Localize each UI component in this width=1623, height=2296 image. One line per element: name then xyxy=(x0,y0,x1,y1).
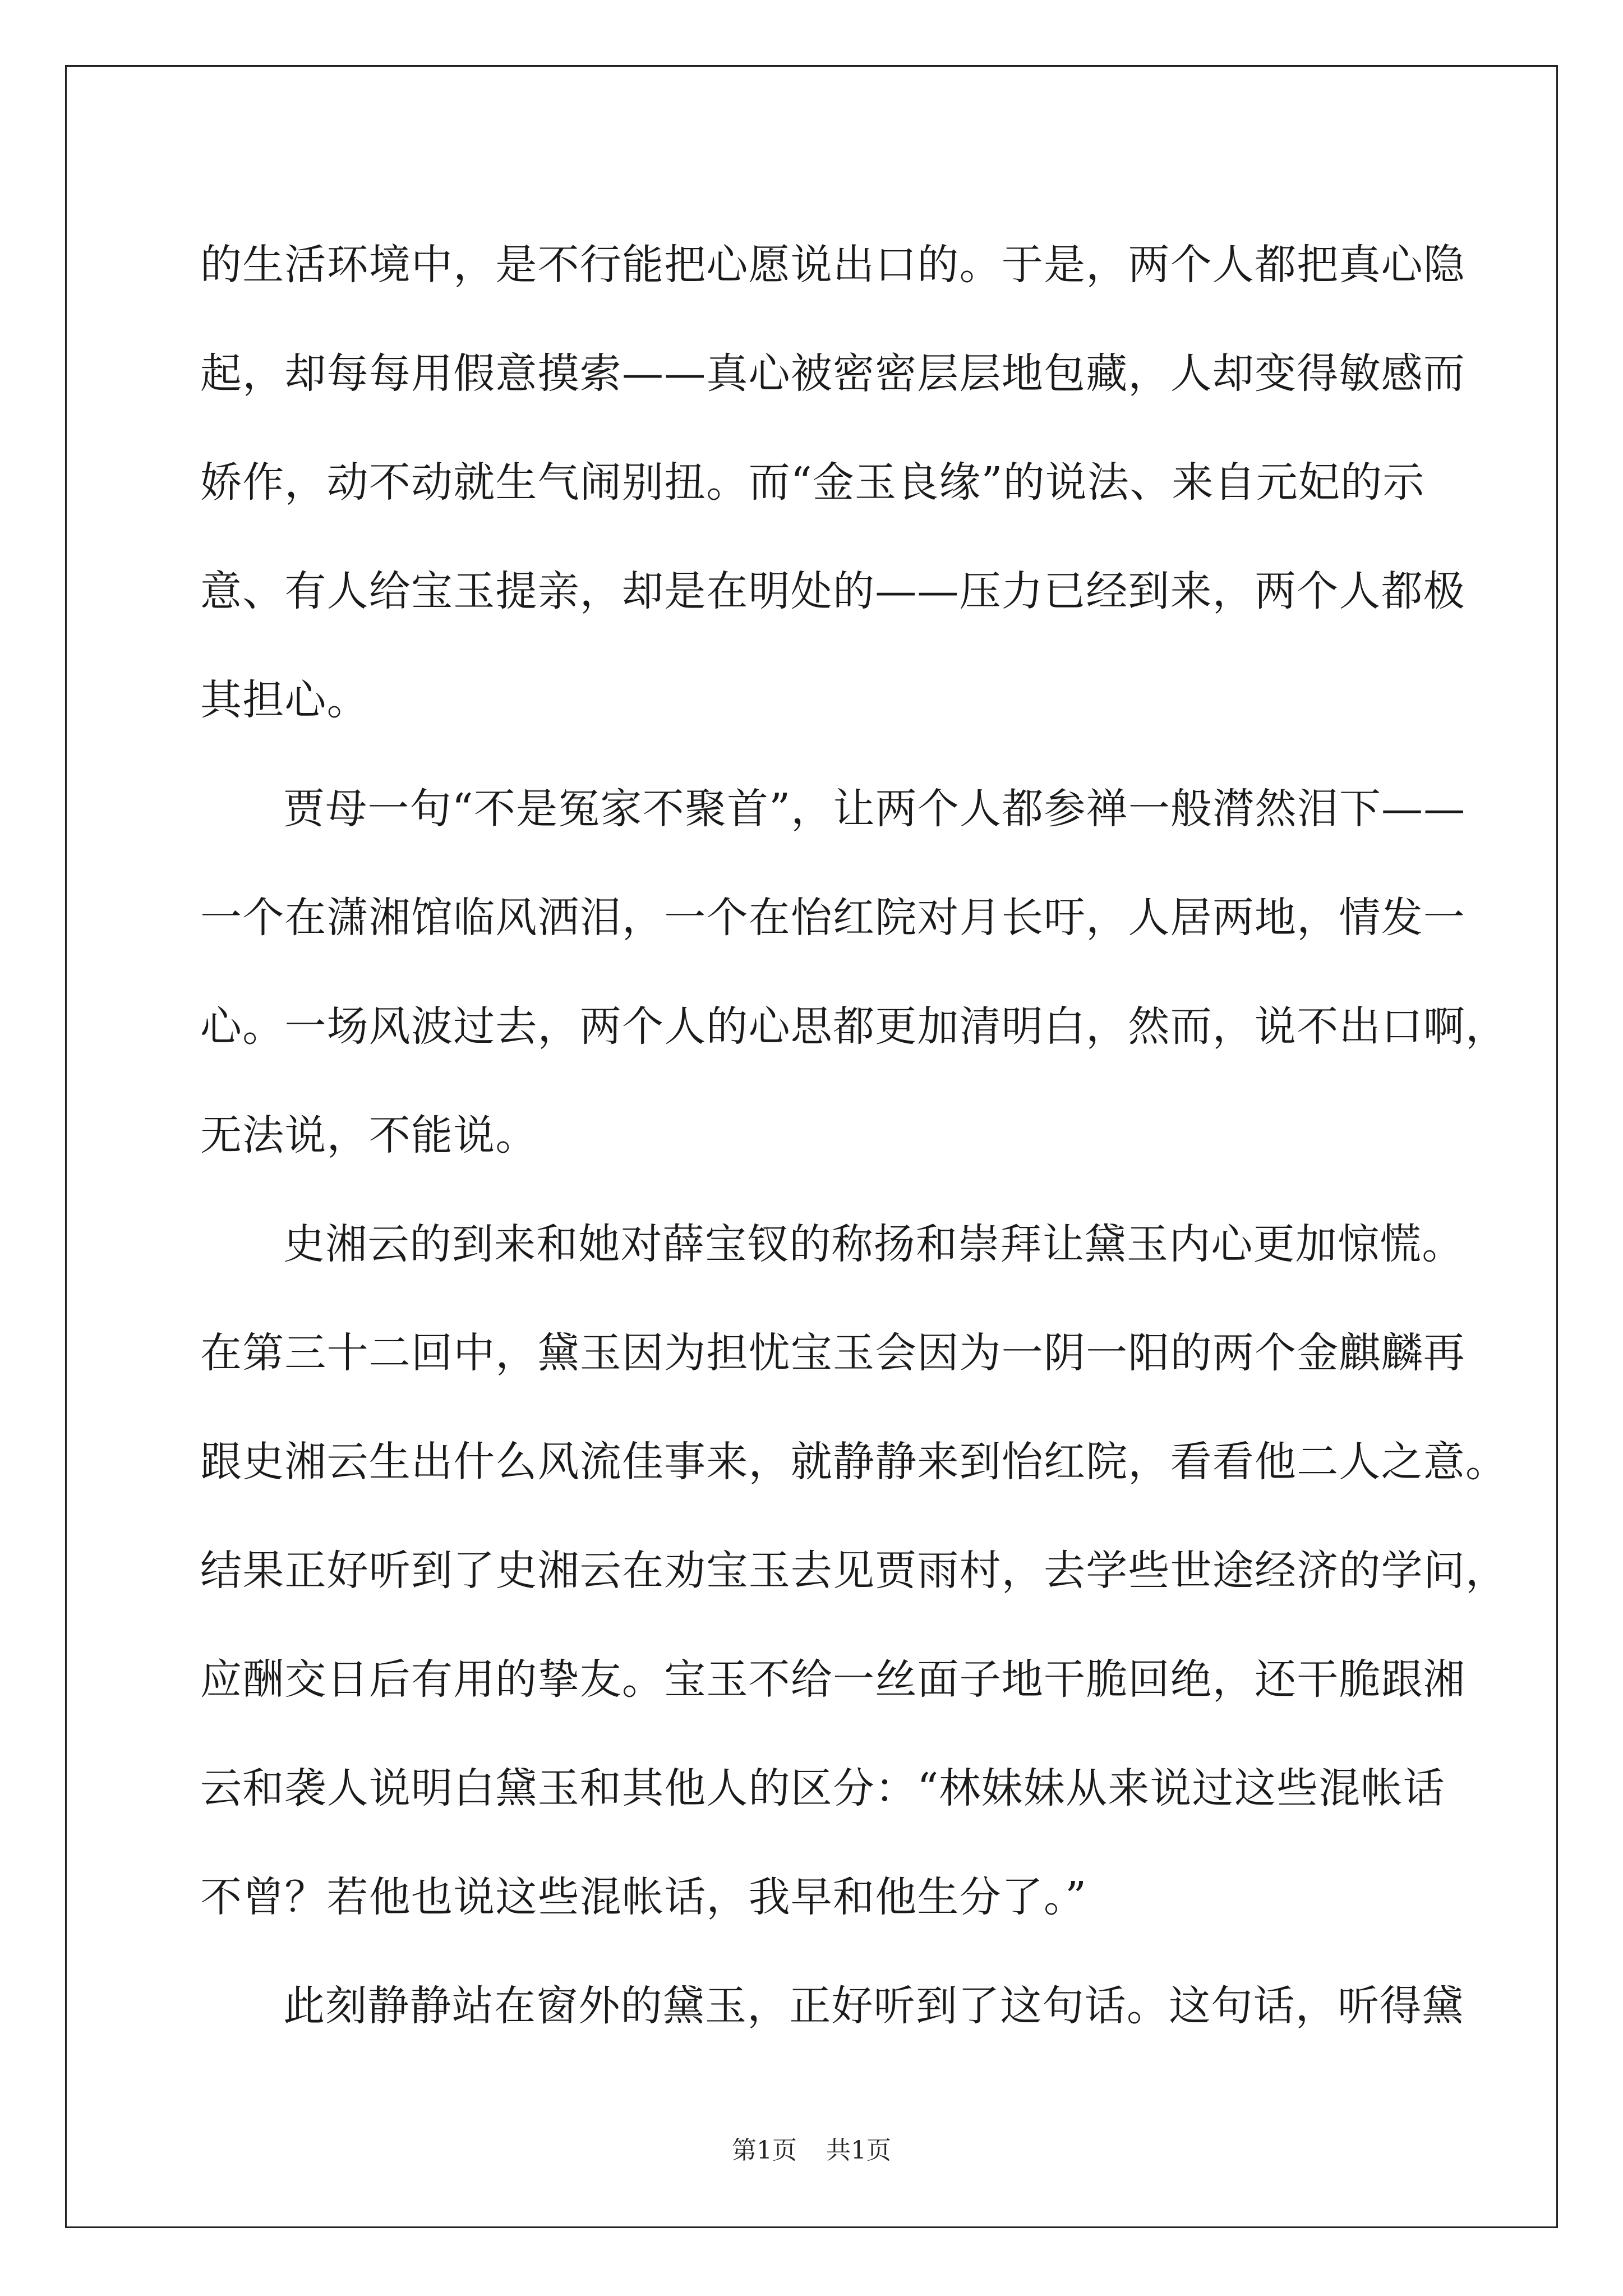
text-line: 意、有人给宝玉提亲，却是在明处的——压力已经到来，两个人都极 xyxy=(200,567,1465,615)
text-line: 在第三十二回中，黛玉因为担忧宝玉会因为一阴一阳的两个金麒麟再 xyxy=(200,1329,1465,1377)
text-line: 跟史湘云生出什么风流佳事来，就静静来到怡红院，看看他二人之意。 xyxy=(200,1438,1508,1486)
text-line: 不曾？若他也说这些混帐话，我早和他生分了。” xyxy=(200,1873,1087,1921)
page-footer xyxy=(0,2130,1623,2166)
text-line: 娇作，动不动就生气闹别扭。而“金玉良缘”的说法、来自元妃的示 xyxy=(200,458,1425,507)
text-line: 应酬交日后有用的挚友。宝玉不给一丝面子地干脆回绝，还干脆跟湘 xyxy=(200,1655,1465,1704)
text-line: 一个在潇湘馆临风洒泪，一个在怡红院对月长吁，人居两地，情发一 xyxy=(200,894,1465,942)
text-line: 心。一场风波过去，两个人的心思都更加清明白，然而，说不出口啊， xyxy=(200,1002,1508,1051)
text-line: 起，却每每用假意摸索——真心被密密层层地包藏，人却变得敏感而 xyxy=(200,349,1465,398)
paragraph-first-line: 史湘云的到来和她对薛宝钗的称扬和崇拜让黛玉内心更加惊慌。 xyxy=(283,1220,1464,1268)
text-line: 的生活环境中，是不行能把心愿说出口的。于是，两个人都把真心隐 xyxy=(200,241,1465,289)
text-line: 结果正好听到了史湘云在劝宝玉去见贾雨村，去学些世途经济的学问， xyxy=(200,1547,1508,1595)
page-total: 共1页 xyxy=(826,2136,891,2165)
text-line: 云和袭人说明白黛玉和其他人的区分：“林妹妹从来说过这些混帐话 xyxy=(200,1764,1445,1812)
paragraph-first-line: 此刻静静站在窗外的黛玉，正好听到了这句话。这句话，听得黛 xyxy=(283,1982,1464,2030)
document-body xyxy=(200,210,1508,2060)
page-number: 第1页 xyxy=(732,2136,797,2165)
paragraph-first-line: 贾母一句“不是冤家不聚首”，让两个人都参禅一般潸然泪下—— xyxy=(283,785,1466,833)
text-line: 无法说，不能说。 xyxy=(200,1111,538,1159)
text-line: 其担心。 xyxy=(200,676,369,724)
